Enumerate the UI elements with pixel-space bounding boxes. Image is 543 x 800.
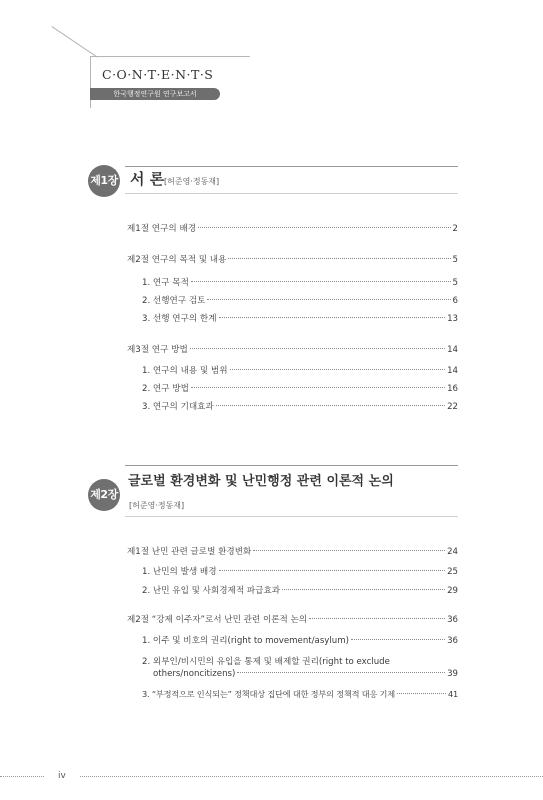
toc-leader-dots xyxy=(190,348,445,349)
toc-entry-page: 5 xyxy=(452,278,458,288)
footer-dotted-line-left xyxy=(0,776,44,777)
toc-entry-page: 25 xyxy=(447,567,458,577)
toc-entry[interactable] xyxy=(153,669,458,683)
toc-leader-dots xyxy=(237,672,445,673)
toc-leader-dots xyxy=(191,387,445,388)
footer-dotted-line-right xyxy=(80,776,543,777)
toc-entry-title: 1. 난민의 발생 배경 xyxy=(142,567,217,577)
toc-entry-title: 제2절 연구의 목적 및 내용 xyxy=(127,255,227,265)
toc-entry-first-line[interactable]: 2. 외부인/비시민의 유입을 통제 및 배제할 권리(right to exclude xyxy=(142,657,390,667)
toc-leader-dots xyxy=(219,317,446,318)
toc-leader-dots xyxy=(397,693,446,694)
toc-entry-page: 6 xyxy=(452,296,458,306)
toc-entry[interactable] xyxy=(127,343,458,357)
toc-leader-dots xyxy=(219,570,446,571)
toc-entry-title: others/noncitizens) xyxy=(153,669,236,679)
toc-entry-page: 16 xyxy=(447,384,458,394)
toc-leader-dots xyxy=(253,550,445,551)
chapter1-bottom-rule xyxy=(125,193,458,194)
toc-entry-page: 22 xyxy=(447,402,458,412)
toc-entry[interactable] xyxy=(142,400,458,414)
toc-leader-dots xyxy=(230,369,446,370)
toc-entry[interactable] xyxy=(127,222,458,236)
chapter1-top-rule xyxy=(125,166,458,167)
toc-leader-dots xyxy=(309,618,445,619)
chapter2-authors: [허준영·정동재] xyxy=(129,501,185,510)
toc-entry[interactable] xyxy=(142,312,458,326)
toc-entry-title: 2. 선행연구 검토 xyxy=(142,296,206,306)
toc-entry[interactable] xyxy=(142,634,458,648)
toc-leader-dots xyxy=(207,299,450,300)
org-label-bar: 한국행정연구원 연구보고서 xyxy=(90,88,220,100)
toc-entry-title: 1. 연구 목적 xyxy=(142,278,189,288)
chapter2-top-rule xyxy=(125,465,458,466)
toc-entry-page: 13 xyxy=(447,314,458,324)
toc-entry-title: 제1절 연구의 배경 xyxy=(127,224,197,234)
chapter2-badge: 제2장 xyxy=(88,479,120,511)
chapter2-bottom-rule xyxy=(125,516,458,517)
toc-entry[interactable] xyxy=(127,253,458,267)
toc-entry-title: 제3절 연구 방법 xyxy=(127,345,188,355)
chapter1-authors: [허준영·정동재] xyxy=(164,177,220,186)
toc-entry-page: 24 xyxy=(447,547,458,557)
contents-title: C·O·N·T·E·N·T·S xyxy=(102,67,214,82)
chapter1-badge: 제1장 xyxy=(88,165,120,197)
chapter1-title: 서 론 xyxy=(130,170,165,188)
toc-leader-dots xyxy=(228,258,450,259)
toc-entry[interactable] xyxy=(127,545,458,559)
toc-entry-page: 2 xyxy=(452,224,458,234)
toc-entry[interactable] xyxy=(142,364,458,378)
decorative-diagonal-line xyxy=(51,26,97,58)
toc-entry-title: 1. 이주 및 비호의 권리(right to movement/asylum) xyxy=(142,636,349,646)
toc-entry-page: 14 xyxy=(447,345,458,355)
toc-leader-dots xyxy=(282,589,445,590)
toc-leader-dots xyxy=(198,227,450,228)
toc-entry-title: 제1절 난민 관련 글로벌 환경변화 xyxy=(127,547,252,557)
toc-entry-page: 5 xyxy=(452,255,458,265)
toc-entry-title: 3. “부정적으로 인식되는” 정책대상 집단에 대한 정부의 정책적 대응 기제 xyxy=(142,689,395,699)
toc-leader-dots xyxy=(191,281,451,282)
decorative-horizontal-line xyxy=(90,56,250,57)
toc-entry[interactable] xyxy=(142,689,458,703)
toc-entry-page: 36 xyxy=(447,615,458,625)
page-number: iv xyxy=(58,771,66,781)
toc-entry-title: 1. 연구의 내용 및 범위 xyxy=(142,366,228,376)
toc-entry-page: 39 xyxy=(447,669,458,679)
toc-entry[interactable] xyxy=(142,382,458,396)
chapter2-title: 글로벌 환경변화 및 난민행정 관련 이론적 논의 xyxy=(128,474,394,489)
toc-entry-title: 2. 난민 유입 및 사회경제적 파급효과 xyxy=(142,586,281,596)
toc-entry-title: 2. 연구 방법 xyxy=(142,384,189,394)
toc-entry-page: 29 xyxy=(447,586,458,596)
toc-entry-title: 3. 선행 연구의 한계 xyxy=(142,314,217,324)
toc-entry[interactable] xyxy=(142,565,458,579)
toc-entry[interactable] xyxy=(127,613,458,627)
toc-leader-dots xyxy=(351,639,445,640)
toc-entry-page: 36 xyxy=(447,636,458,646)
toc-entry[interactable] xyxy=(142,276,458,290)
toc-entry[interactable] xyxy=(142,294,458,308)
toc-leader-dots xyxy=(216,405,445,406)
decorative-vertical-line xyxy=(90,56,91,108)
toc-entry-title: 3. 연구의 기대효과 xyxy=(142,402,214,412)
toc-entry-page: 41 xyxy=(447,689,458,699)
toc-entry-page: 14 xyxy=(447,366,458,376)
toc-entry-title: 제2절 “강제 이주자”로서 난민 관련 이론적 논의 xyxy=(127,615,308,625)
toc-entry[interactable] xyxy=(142,584,458,598)
